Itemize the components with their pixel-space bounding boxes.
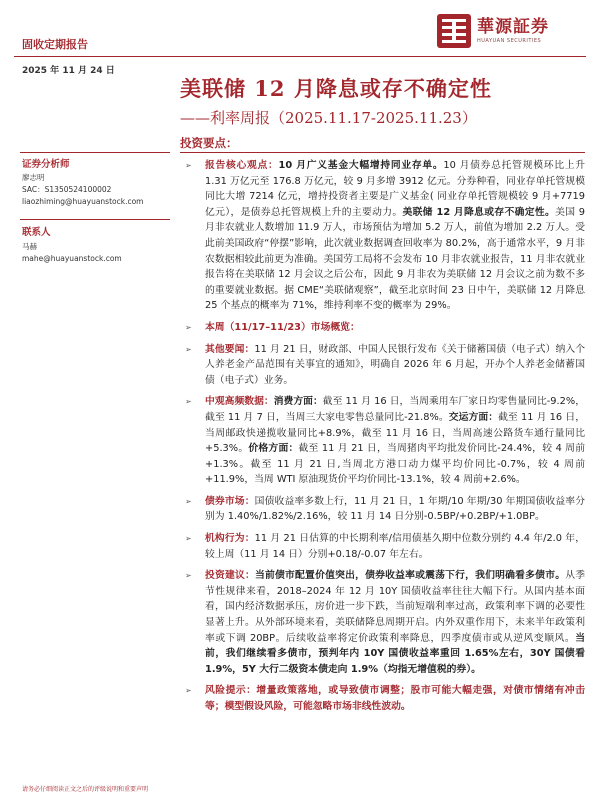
key-point-text: 截至 11 月 16 日，当周乘用车厂家日均零售量同比-9.2%，截至 11 月 7 日，当周三大家电零售总量同比-21.8%。 — [205, 396, 585, 423]
key-point-item — [180, 494, 585, 525]
contact-name: 马赫 — [22, 242, 37, 251]
contact-label: 联系人 — [22, 227, 51, 238]
arrow-bullet-icon: ➢ — [185, 322, 192, 332]
key-point-item — [180, 342, 585, 389]
key-point-item — [180, 568, 585, 677]
analyst-email[interactable]: liaozhiming@huayuanstock.com — [22, 197, 144, 206]
sidebar-divider — [20, 152, 170, 153]
key-point-item — [180, 394, 585, 488]
analyst-sac: SAC：S1350524100002 — [22, 185, 112, 194]
arrow-bullet-icon: ➢ — [185, 496, 192, 506]
key-point-text: 价格方面： — [248, 443, 299, 455]
key-point-text: 国债收益率多数上行，11 月 21 日，1 年期/10 年期/30 年期国债收益率分别为 1.40%/1.82%/2.16%，较 11 月 14 日分别-0.5BP/+0.2BP/+1.0BP。 — [205, 495, 585, 523]
brand-subtitle: HUAYUAN SECURITIES — [477, 38, 542, 44]
key-point-text: 消费方面： — [273, 396, 323, 408]
arrow-bullet-icon: ➢ — [185, 534, 192, 544]
key-point-text: 11 月 21 日估算的中长期利率/信用债基久期中位数分别约 4.4 年/2.0 年，较上周（11 月 14 日）分别+0.18/-0.07 年左右。 — [205, 533, 585, 560]
report-subtitle: ——利率周报（2025.11.17-2025.11.23） — [180, 109, 477, 127]
report-category: 固收定期报告 — [22, 38, 88, 51]
report-title: 美联储 12 月降息或存不确定性 — [180, 76, 492, 101]
key-point-item — [180, 158, 585, 314]
arrow-bullet-icon: ➢ — [185, 686, 192, 696]
key-point-text: 当前债市配置价值突出，债券收益率或震荡下行，我们明确看多债市。 — [255, 570, 566, 582]
key-point-lead: 其他要闻： — [205, 343, 255, 355]
arrow-bullet-icon: ➢ — [185, 344, 192, 354]
section-divider — [180, 152, 585, 153]
seal-icon — [437, 14, 471, 48]
key-point-text: 10 月债券总托管规模环比上升 1.31 万亿元至 176.8 万亿元，较 9 月多增 3912 亿元。分券种看，同业存单托管规模同比大增 7214 亿元，增持投资者主要是广义基金( 同业存单托管规模较 9 月+7719 亿元），是债券总托管规模上升的主要动力。 — [205, 160, 586, 218]
key-point-lead: 本周（11/17–11/23）市场概览： — [205, 321, 360, 333]
key-point-text: 10 月广义基金大幅增持同业存单。 — [278, 160, 444, 171]
key-point-text: 11 月 21 日，财政部、中国人民银行发布《关于储蓄国债（电子式）纳入个人养老金产品范围有关事宜的通知》，明确自 2026 年 6 月起，开办个人养老金储蓄国债（电子式）业务。 — [205, 343, 586, 386]
header-divider — [14, 56, 586, 57]
key-point-text: 增量政策落地，或导致债市调整；股市可能大幅走强，对债市情绪有冲击等；模型假设风险，可能忽略市场非线性波动。 — [205, 685, 586, 712]
contact-email[interactable]: mahe@huayuanstock.com — [22, 254, 122, 263]
analyst-label: 证券分析师 — [22, 159, 70, 170]
key-point-item — [180, 531, 585, 562]
key-point-lead: 机构行为： — [205, 533, 255, 545]
key-point-text: 当前，我们继续看多债市，预判年内 10Y 国债收益率重回 1.65%左右，30Y 国债看 1.9%，5Y 大行二级资本债走向 1.9%（均指无增值税的券）。 — [205, 632, 585, 675]
key-point-lead: 报告核心观点： — [205, 160, 279, 171]
key-point-lead: 中观高频数据： — [205, 396, 274, 408]
brand-name: 華源証券 — [477, 17, 549, 37]
report-date: 2025 年 11 月 24 日 — [22, 66, 115, 76]
key-point-text: 交运方面： — [448, 411, 499, 423]
disclaimer-footer: 请务必仔细阅读正文之后的评级说明和重要声明 — [22, 786, 149, 793]
brand-logo — [437, 12, 577, 52]
key-point-text: 截至 11 月 21 日，当周猪肉平均批发价同比-24.4%，较 4 周前+1.3%。截至 11 月 21 日,当周北方港口动力煤平均价同比-0.7%，较 4 周前+11.9%，当周 WTI 原油现货价平均价同比-13.1%，较 4 周前+2.6%。 — [205, 443, 585, 486]
section-heading: 投资要点： — [180, 136, 238, 150]
key-point-text: 从季节性规律来看，2018–2024 年 12 月 10Y 国债收益率往往大幅下行。从国内基本面看，国内经济数据承压，房价进一步下跌，当前短端利率过高，政策利率下调的必要性显著上升。从外部环境来看，美联储降息周期开启。内外双重作用下，未来半年政策利率或下调 20BP。后续收益率将定价政策利率降息，四季度债市或从逆风变顺风。 — [205, 570, 586, 644]
key-point-lead: 债券市场： — [205, 495, 255, 507]
key-point-text: 美国 9 月非农就业人数增加 11.9 万人，市场预估为增加 5.2 万人，前值为增加 2.2 万人。受此前美国政府“停摆”影响，此次就业数据调查回收率为 80.2%，高于通常水平，9 月非农数据相较此前更为准确。美国劳工局将不会发布 10 月非农就业报告，11 月非农就业报告将在美联储 12 月会议之后公布，因此 9 月非农为美联储 12 月会议之前为数不多的重要就业数据。据 CME“美联储观察”，截至北京时间 23 日中午，美联储 12 月降息 25 个基点的概率为 71%，维持利率不变的概率为 29%。 — [205, 206, 585, 312]
key-point-text: 美联储 12 月降息或存不确定性。 — [402, 206, 556, 218]
analyst-name: 廖志明 — [22, 173, 45, 182]
arrow-bullet-icon: ➢ — [185, 571, 192, 581]
key-point-item — [180, 320, 585, 336]
key-point-lead: 投资建议： — [205, 570, 256, 582]
key-point-lead: 风险提示： — [205, 685, 257, 697]
arrow-bullet-icon: ➢ — [185, 397, 192, 407]
key-point-item — [180, 683, 585, 714]
key-points-list — [180, 158, 585, 721]
sidebar-divider — [20, 219, 170, 220]
key-point-text: 截至 11 月 16 日，当周邮政快递揽收量同比+8.9%，截至 11 月 16 日，当周高速公路货车通行量同比+5.3%。 — [205, 411, 585, 455]
arrow-bullet-icon: ➢ — [185, 161, 192, 170]
